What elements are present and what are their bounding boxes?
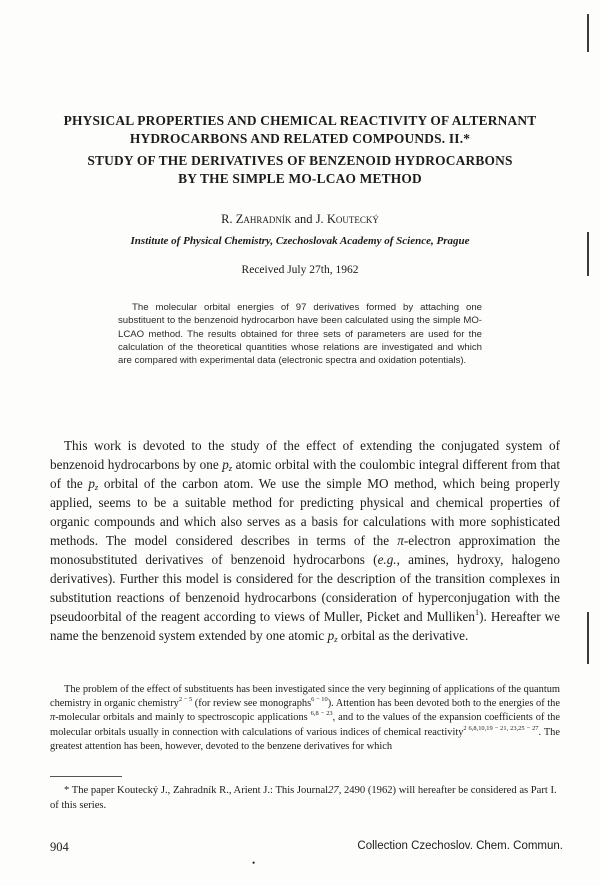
text-run: orbital as the derivative.: [340, 628, 469, 643]
scan-edge-line: [587, 14, 589, 52]
math-symbol: $p_z$: [222, 457, 233, 474]
reference-marker: 6,8 − 23: [310, 710, 333, 718]
body-paragraph-small: [50, 683, 560, 754]
subtitle-line: STUDY OF THE DERIVATIVES OF BENZENOID HYDROCARBONS: [87, 153, 513, 168]
volume-number: 27: [328, 785, 339, 796]
reference-marker: 2 − 5: [178, 696, 193, 704]
author-name: Koutecký: [326, 212, 379, 226]
math-symbol: $p_z$: [327, 628, 338, 645]
text-run: , 2490 (1962) will hereafter be considered as Part I. of this series.: [50, 785, 557, 811]
footnote: [50, 783, 560, 813]
subtitle-line: BY THE SIMPLE MO-LCAO METHOD: [178, 171, 422, 186]
text-run: ). Attention has been devoted both to the energies of the: [327, 698, 560, 710]
reference-marker: 2 6,8,10,19 − 21, 23,25 − 27: [463, 724, 539, 732]
bullet-mark: •: [252, 858, 256, 868]
text-run: . The greatest attention has been, however, devoted to the benzene derivatives for which: [50, 726, 560, 752]
author-initial: J.: [315, 212, 324, 226]
reference-marker: 1: [475, 607, 480, 617]
text-run: orbital of the carbon atom. We use the simple MO method, which being properly applied, seems to be a suitable method for predicting physical and chemical properties of organic compounds and which also serves as a basis for calculations with more sophisticated methods. The model considered describes in terms of the: [50, 476, 560, 548]
text-run: The problem of the effect of substituents has been investigated since the very beginning of applications of the quantum chemistry in organic chemistry: [50, 684, 560, 710]
text-run: * The paper Koutecký J., Zahradník R., Arient J.: This Journal: [64, 785, 329, 796]
abbreviation: e.g.: [377, 552, 397, 567]
math-symbol: π: [50, 712, 56, 724]
text-run: (for review see monographs: [192, 698, 312, 710]
title-line: PHYSICAL PROPERTIES AND CHEMICAL REACTIVITY OF ALTERNANT: [63, 113, 537, 128]
footnote-rule: [50, 776, 122, 777]
text-run: -electron approximation the monosubstituted derivatives of benzenoid hydrocarbons (: [50, 533, 560, 567]
text-run: atomic orbital with the coulombic integral different from that of the: [50, 457, 560, 491]
author-line: [0, 212, 600, 227]
journal-name: Collection Czechoslov. Chem. Commun.: [357, 840, 563, 852]
author-name: Zahradník: [235, 212, 292, 226]
scan-edge-line: [587, 612, 589, 664]
affiliation: Institute of Physical Chemistry, Czechoslovak Academy of Science, Prague: [130, 235, 470, 247]
paper-title: [30, 112, 570, 148]
body-paragraph-main: [50, 436, 560, 645]
text-run: ). Hereafter we name the benzenoid system extended by one atomic: [50, 609, 561, 643]
author-conjunction: and: [294, 212, 313, 226]
math-symbol: $p_z$: [88, 476, 99, 493]
text-run: This work is devoted to the study of the effect of extending the conjugated system of benzenoid hydrocarbons by one: [50, 438, 560, 472]
received-date: Received July 27th, 1962: [241, 264, 359, 276]
abstract: The molecular orbital energies of 97 derivatives formed by attaching one substituent to the benzenoid hydrocarbon have been calculated using the simple MO-LCAO method. The results obtained for three sets of parameters are used for the calculation of the theoretical quantities whose relations are investigated and which are compared with experimental data (electronic spectra and oxidation potentials).: [118, 302, 482, 367]
title-line: HYDROCARBONS AND RELATED COMPOUNDS. II.*: [129, 131, 471, 146]
text-run: -molecular orbitals and mainly to spectroscopic applications: [55, 712, 308, 724]
math-symbol: π: [397, 533, 404, 548]
reference-marker: 6 − 10: [311, 696, 328, 704]
text-run: , and to the values of the expansion coefficients of the molecular orbitals usually in connection with calculations of various indices of chemical reactivity: [50, 712, 560, 738]
text-run: , amines, hydroxy, halogeno derivatives). Further this model is considered for the description of the transition complexes in substitution reactions of benzenoid hydrocarbons (consideration of hyperconjugation with the pseudoorbital of the reagent according to views of Muller, Picket and Mulliken: [50, 552, 560, 624]
paper-subtitle: [30, 152, 570, 188]
author-initial: R.: [221, 212, 233, 226]
page-number: 904: [50, 840, 69, 854]
